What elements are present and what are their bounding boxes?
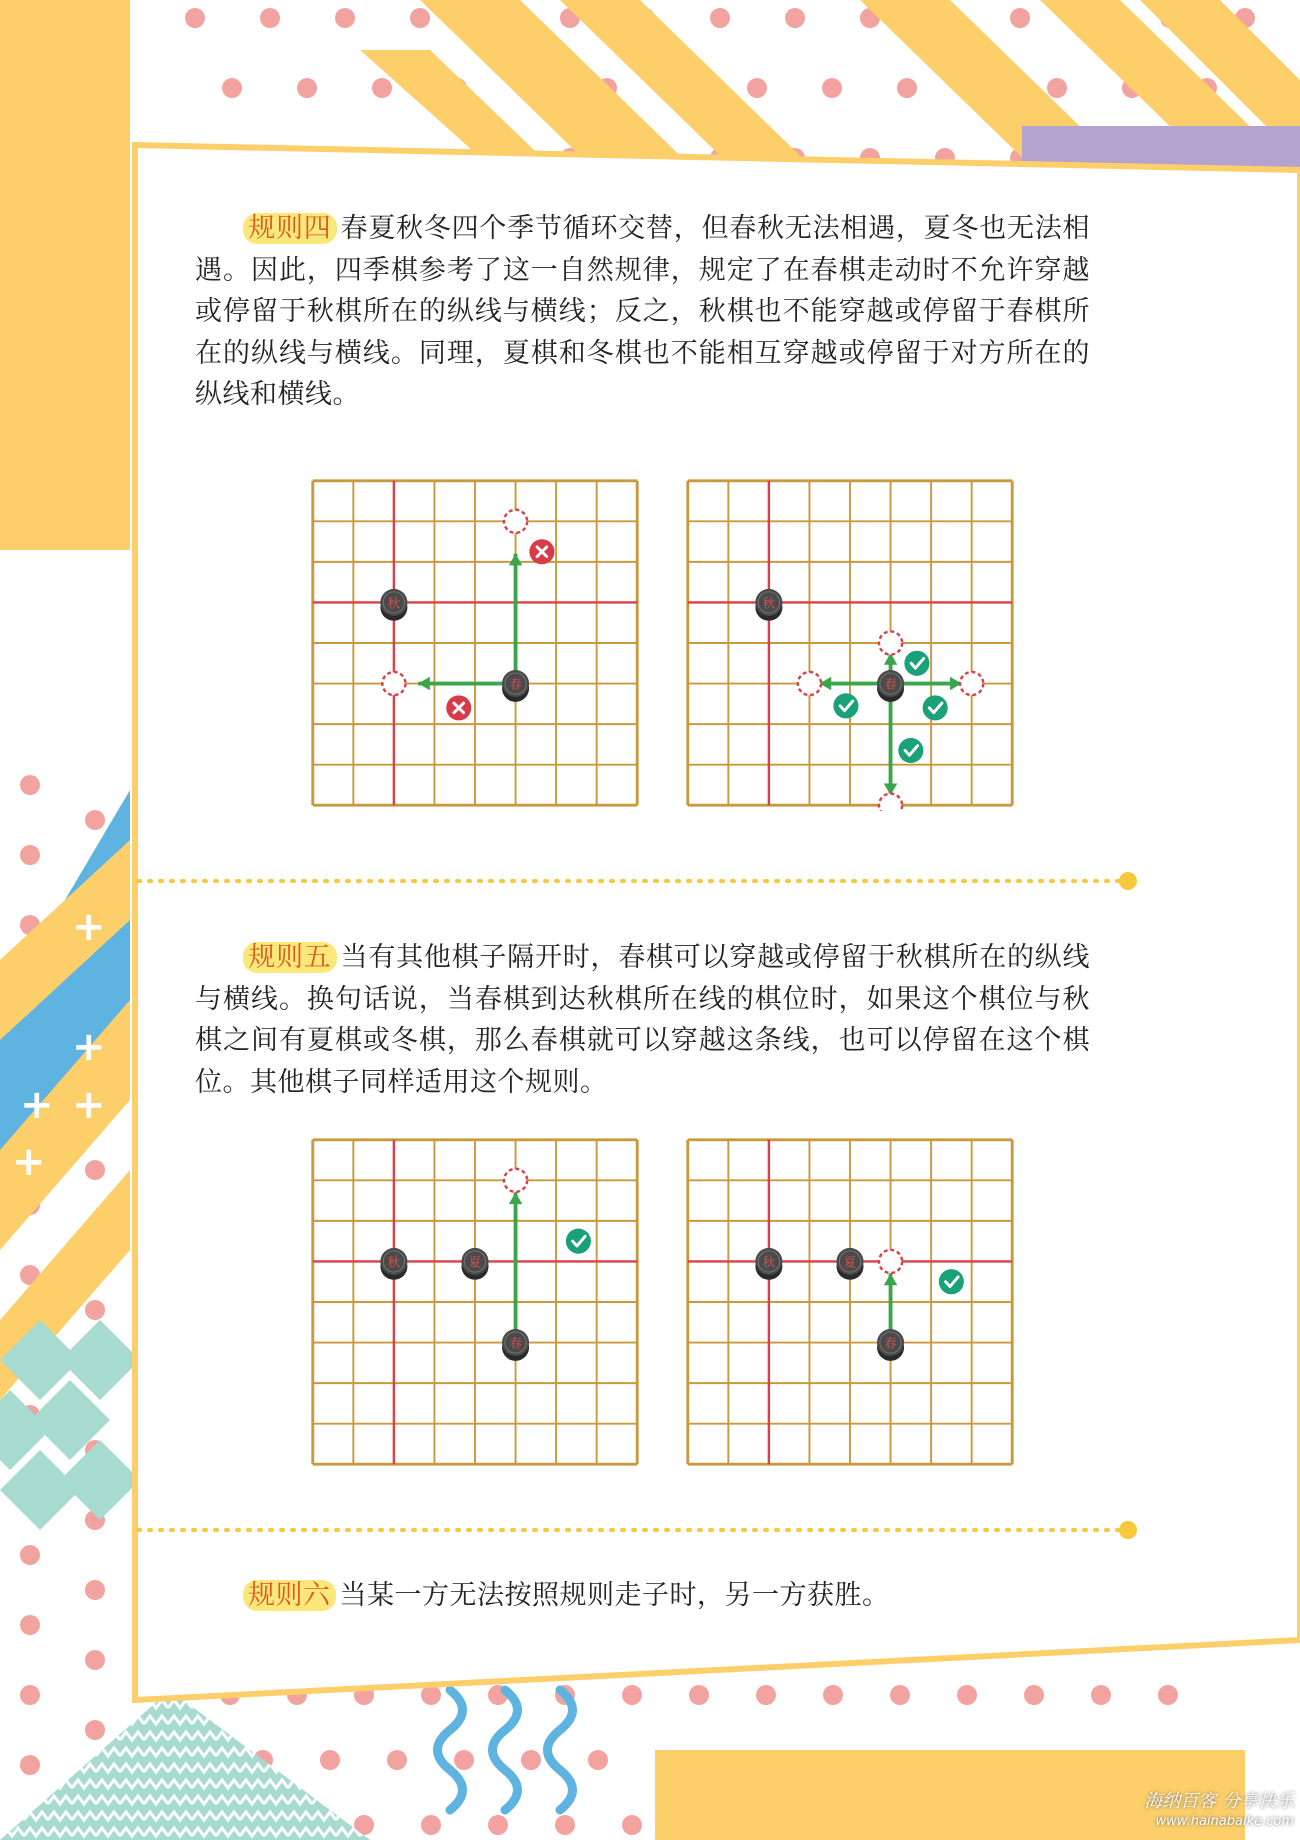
board-grid	[313, 1140, 637, 1464]
svg-text:+: +	[72, 904, 106, 950]
check-icon	[939, 1269, 964, 1294]
cross-icon	[446, 695, 471, 720]
watermark-main: 海纳百客 分享快乐	[1144, 1791, 1294, 1812]
check-icon	[904, 651, 929, 676]
chess-board-1	[307, 475, 643, 811]
chess-piece-label: 夏	[843, 1254, 857, 1270]
rule-5-paragraph	[195, 937, 1090, 1103]
chess-piece-label: 夏	[468, 1254, 482, 1270]
rule-4-paragraph	[195, 208, 1090, 416]
svg-text:+: +	[72, 1024, 106, 1070]
board-grid	[313, 481, 637, 805]
cross-icon	[529, 539, 554, 564]
chess-piece	[502, 670, 529, 702]
svg-text:+: +	[12, 1139, 46, 1185]
chess-piece-label: 秋	[762, 1254, 776, 1270]
watermark	[1144, 1792, 1294, 1832]
check-icon	[898, 738, 923, 763]
chess-piece	[380, 1248, 407, 1280]
svg-text:+: +	[20, 1082, 54, 1128]
chess-board-4	[682, 1134, 1018, 1470]
check-icon	[566, 1229, 591, 1254]
move-arrow	[418, 677, 515, 691]
board-grid	[688, 481, 1012, 805]
check-icon	[833, 693, 858, 718]
move-arrow	[509, 554, 523, 684]
chess-piece	[380, 589, 407, 621]
target-position-marker	[960, 672, 983, 695]
chess-piece-label: 春	[509, 676, 522, 692]
chess-piece	[502, 1329, 529, 1361]
rule-5-label: 规则五	[243, 942, 337, 973]
target-position-marker	[879, 1250, 902, 1273]
rule-6-text: 当某一方无法按照规则走子时，另一方获胜。	[339, 1580, 890, 1611]
watermark-url: www.hainabaike.com	[1155, 1814, 1294, 1829]
move-arrow	[509, 1193, 523, 1343]
target-position-marker	[504, 510, 527, 533]
chess-piece	[836, 1248, 863, 1280]
chess-piece	[877, 670, 904, 702]
chess-piece	[755, 1248, 782, 1280]
rule-4-text: 春夏秋冬四个季节循环交替，但春秋无法相遇，夏冬也无法相遇。因此，四季棋参考了这一自然规律，规定了在春棋走动时不允许穿越或停留于秋棋所在的纵线与横线；反之，秋棋也不能穿越或停留于春棋所在的纵线与横线。同理，夏棋和冬棋也不能相互穿越或停留于对方所在的纵线和横线。	[195, 213, 1091, 410]
chess-piece-label: 春	[509, 1335, 522, 1351]
target-position-marker	[382, 672, 405, 695]
rule-4-label: 规则四	[243, 213, 337, 244]
rule-6-paragraph	[195, 1575, 1090, 1617]
check-icon	[923, 695, 948, 720]
chess-piece-label: 春	[884, 676, 897, 692]
svg-text:+: +	[72, 1082, 106, 1128]
rule-5-text: 当有其他棋子隔开时，春棋可以穿越或停留于秋棋所在的纵线与横线。换句话说，当春棋到达秋棋所在线的棋位时，如果这个棋位与秋棋之间有夏棋或冬棋，那么春棋就可以穿越这条线，也可以停留在这个棋位。其他棋子同样适用这个规则。	[195, 942, 1091, 1098]
target-position-marker	[798, 672, 821, 695]
chess-piece-label: 秋	[387, 595, 401, 611]
chess-board-3	[307, 1134, 643, 1470]
chess-piece	[755, 589, 782, 621]
target-position-marker	[504, 1169, 527, 1192]
board-grid	[688, 1140, 1012, 1464]
chess-piece-label: 秋	[387, 1254, 401, 1270]
chess-piece-label: 秋	[762, 595, 776, 611]
chess-board-2	[682, 475, 1018, 811]
target-position-marker	[879, 631, 902, 654]
chess-piece	[461, 1248, 488, 1280]
target-position-marker	[879, 794, 902, 811]
chess-piece-label: 春	[884, 1335, 897, 1351]
rule-6-label: 规则六	[243, 1580, 336, 1611]
chess-piece	[877, 1329, 904, 1361]
